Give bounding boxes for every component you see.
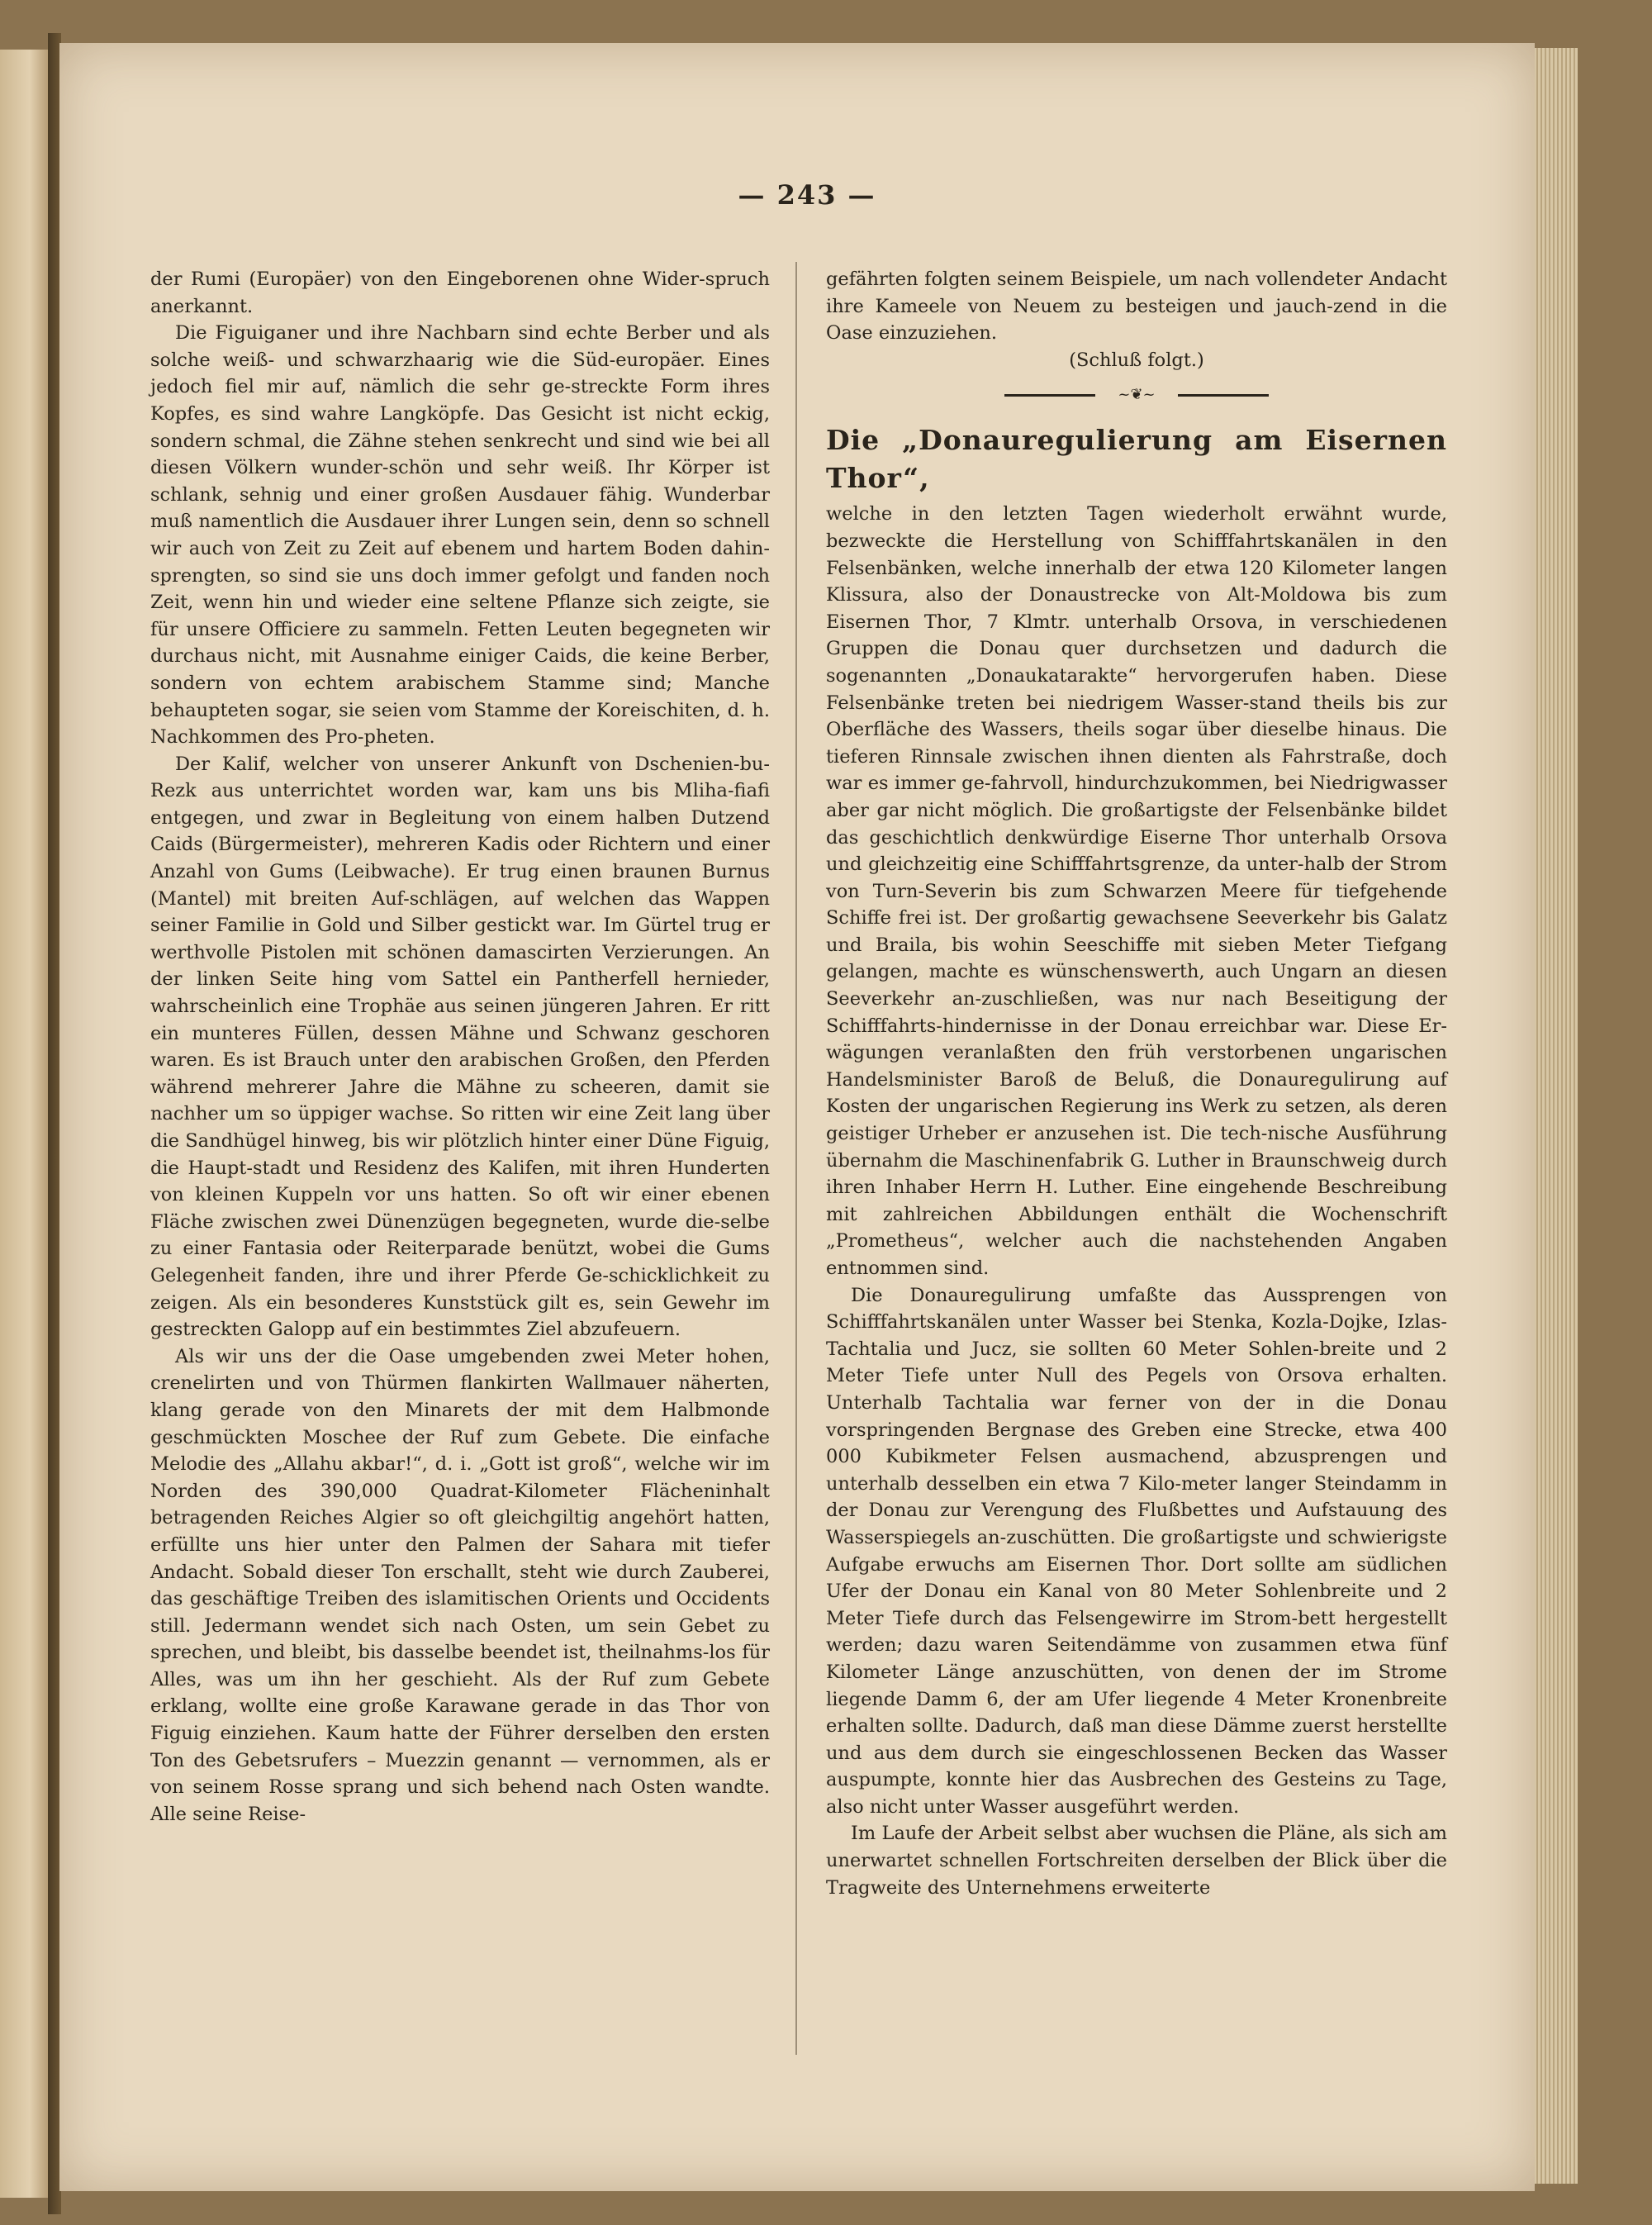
page-number: — 243 — (738, 179, 876, 211)
ornament-flourish: ~❦~ (1118, 386, 1156, 404)
ornamental-divider (1004, 385, 1269, 405)
page-block-edges (1530, 48, 1578, 2184)
paragraph: Die Figuiganer und ihre Nachbarn sind echte Berber und als solche weiß- und schwarzhaarig wie die Süd-europäer. Eines jedoch fiel mir auf, nämlich die sehr ge-streckte Form ihres Kopfes, es sind wahre Langköpfe. Das Gesicht ist nicht eckig, sondern schmal, die Zähne stehen senkrecht und sind wie bei all diesen Völkern wunder-schön und sehr weiß. Ihr Körper ist schlank, sehnig und einer großen Ausdauer fähig. Wunderbar muß namentlich die Ausdauer ihrer Lungen sein, denn so schnell wir auch von Zeit zu Zeit auf ebenem und hartem Boden dahin-sprengten, so sind sie uns doch immer gefolgt und fanden noch Zeit, wenn hin und wieder eine seltene Pflanze sich zeigte, sie für unsere Officiere zu sammeln. Fetten Leuten begegneten wir durchaus nicht, mit Ausnahme einiger Caids, die keine Berber, sondern von echtem arabischem Stamme sind; Manche behaupteten sogar, sie seien vom Stamme der Koreischiten, d. h. Nachkommen des Pro-pheten. (150, 322, 770, 749)
column-divider (795, 262, 797, 2055)
ornament-line-left (1004, 394, 1095, 397)
facing-page-edge (0, 50, 50, 2198)
to-be-continued-note: (Schluß folgt.) (1069, 349, 1204, 371)
ornament-line-right (1178, 394, 1269, 397)
paragraph: Als wir uns der die Oase umgebenden zwei Meter hohen, crenelirten und von Thürmen flankirten Wallmauer näherten, klang gerade von den Minarets der mit dem Halbmonde geschmückten Moschee der Ruf zum Gebete. Die einfache Melodie des „Allahu akbar!“, d. i. „Gott ist groß“, welche wir im Norden des 390,000 Quadrat-Kilometer Flächeninhalt betragenden Reiches Algier so oft gleichgiltig angehört hatten, erfüllte uns hier unter den Palmen der Sahara mit tiefer Andacht. Sobald dieser Ton erschallt, steht wie durch Zauberei, das geschäftige Treiben des islamitischen Orients und Occidents still. Jedermann wendet sich nach Osten, um sein Gebet zu sprechen, und bleibt, bis dasselbe beendet ist, theilnahms-los für Alles, was um ihn her geschieht. Als der Ruf zum Gebete erklang, wollte eine große Karawane gerade in das Thor von Figuig einziehen. Kaum hatte der Führer derselben den ersten Ton des Gebetsrufers – Muezzin genannt — vernommen, als er von seinem Rosse sprang und sich behend nach Osten wandte. Alle seine Reise- (150, 1345, 770, 1825)
paragraph: Der Kalif, welcher von unserer Ankunft von Dschenien-bu-Rezk aus unterrichtet worden war, kam uns bis Mliha-fiafi entgegen, und zwar in Begleitung von einem halben Dutzend Caids (Bürgermeister), mehreren Kadis oder Richtern und einer Anzahl von Gums (Leibwache). Er trug einen braunen Burnus (Mantel) mit breiten Auf-schlägen, auf welchen das Wappen seiner Familie in Gold und Silber gestickt war. Im Gürtel trug er werthvolle Pistolen mit schönen damascirten Verzierungen. An der linken Seite hing vom Sattel ein Pantherfell hernieder, wahrscheinlich eine Trophäe aus seinen jüngeren Jahren. Er ritt ein munteres Füllen, dessen Mähne und Schwanz geschoren waren. Es ist Brauch unter den arabischen Großen, den Pferden während mehrerer Jahre die Mähne zu scheeren, damit sie nachher um so üppiger wachse. So ritten wir eine Zeit lang über die Sandhügel hinweg, bis wir plötzlich hinter einer Düne Figuig, die Haupt-stadt und Residenz des Kalifen, mit ihren Hunderten von kleinen Kuppeln vor uns hatten. So oft wir einer ebenen Fläche zwischen zwei Dünenzügen begegneten, wurde die-selbe zu einer Fantasia oder Reiterparade benützt, wobei die Gums Gelegenheit fanden, ihre und ihrer Pferde Ge-schicklichkeit zu zeigen. Als ein besonderes Kunststück gilt es, sein Gewehr im gestreckten Galopp auf ein bestimmtes Ziel abzufeuern. (150, 753, 770, 1341)
article-title: Die „Donauregulierung am Eisernen Thor“, (826, 424, 1447, 495)
paragraph-continuation: gefährten folgten seinem Beispiele, um nach vollendeter Andacht ihre Kameele von Neuem zu besteigen und jauch-zend in die Oase einzuziehen. (826, 269, 1447, 345)
paragraph: Im Laufe der Arbeit selbst aber wuchsen die Pläne, als sich am unerwartet schnellen Fortschreiten derselben der Blick über die Tragweite des Unternehmens erweiterte (826, 1823, 1447, 1899)
book-page (59, 43, 1535, 2191)
paragraph: der Rumi (Europäer) von den Eingeborenen ohne Wider-spruch anerkannt. (150, 269, 770, 317)
right-column (826, 266, 1447, 1901)
paragraph: welche in den letzten Tagen wiederholt erwähnt wurde, bezweckte die Herstellung von Schifffahrtskanälen in den Felsenbänken, welche innerhalb der etwa 120 Kilometer langen Klissura, also der Donaustrecke von Alt-Moldowa bis zum Eisernen Thor, 7 Klmtr. unterhalb Orsova, in verschiedenen Gruppen die Donau quer durchsetzen und dadurch die sogenannten „Donaukatarakte“ hervorgerufen haben. Diese Felsenbänke treten bei niedrigem Wasser-stand theils bis zur Oberfläche des Wassers, theils sogar über dieselbe hinaus. Die tieferen Rinnsale zwischen ihnen dienten als Fahrstraße, doch war es immer ge-fahrvoll, hindurchzukommen, bei Niedrigwasser aber gar nicht möglich. Die großartigste der Felsenbänke bildet das geschichtlich denkwürdige Eiserne Thor unterhalb Orsova und gleichzeitig eine Schifffahrtsgrenze, da unter-halb der Strom von Turn-Severin bis zum Schwarzen Meere für tiefgehende Schiffe frei ist. Der großartig gewachsene Seeverkehr bis Galatz und Braila, bis wohin Seeschiffe mit sieben Meter Tiefgang gelangen, machte es wünschenswerth, auch Ungarn an diesen Seeverkehr an-zuschließen, was nur nach Beseitigung der Schifffahrts-hindernisse in der Donau erreichbar war. Diese Er-wägungen veranlaßten den früh verstorbenen ungarischen Handelsminister Baroß de Beluß, die Donauregulirung auf Kosten der ungarischen Regierung ins Werk zu setzen, als deren geistiger Urheber er anzusehen ist. Die tech-nische Ausführung übernahm die Maschinenfabrik G. Luther in Braunschweig durch ihren Inhaber Herrn H. Luther. Eine eingehende Beschreibung mit zahlreichen Abbildungen enthält die Wochenschrift „Prometheus“, welcher auch die nachstehenden Angaben entnommen sind. (826, 503, 1447, 1279)
paragraph: Die Donauregulirung umfaßte das Aussprengen von Schifffahrtskanälen unter Wasser bei Stenka, Kozla-Dojke, Izlas-Tachtalia und Jucz, sie sollten 60 Meter Sohlen-breite und 2 Meter Tiefe unter Null des Pegels von Orsova erhalten. Unterhalb Tachtalia war ferner von der in die Donau vorspringenden Bergnase des Greben eine Strecke, etwa 400 000 Kubikmeter Felsen ausmachend, abzusprengen und unterhalb desselben ein etwa 7 Kilo-meter langer Steindamm in der Donau zur Verengung des Flußbettes und Aufstauung des Wasserspiegels an-zuschütten. Die großartigste und schwierigste Aufgabe erwuchs am Eisernen Thor. Dort sollte am südlichen Ufer der Donau ein Kanal von 80 Meter Sohlenbreite und 2 Meter Tiefe durch das Felsengewirre im Strom-bett hergestellt werden; dazu waren Seitendämme von zusammen etwa fünf Kilometer Länge anzuschütten, von denen der im Strome liegende Damm 6, der am Ufer liegende 4 Meter Kronenbreite erhalten sollte. Dadurch, daß man diese Dämme zuerst herstellte und aus dem durch sie eingeschlossenen Becken das Wasser auspumpte, konnte hier das Ausbrechen des Gesteins zu Tage, also nicht unter Wasser ausgeführt werden. (826, 1284, 1447, 1818)
page-content (150, 179, 1464, 2071)
left-column (150, 266, 770, 1828)
